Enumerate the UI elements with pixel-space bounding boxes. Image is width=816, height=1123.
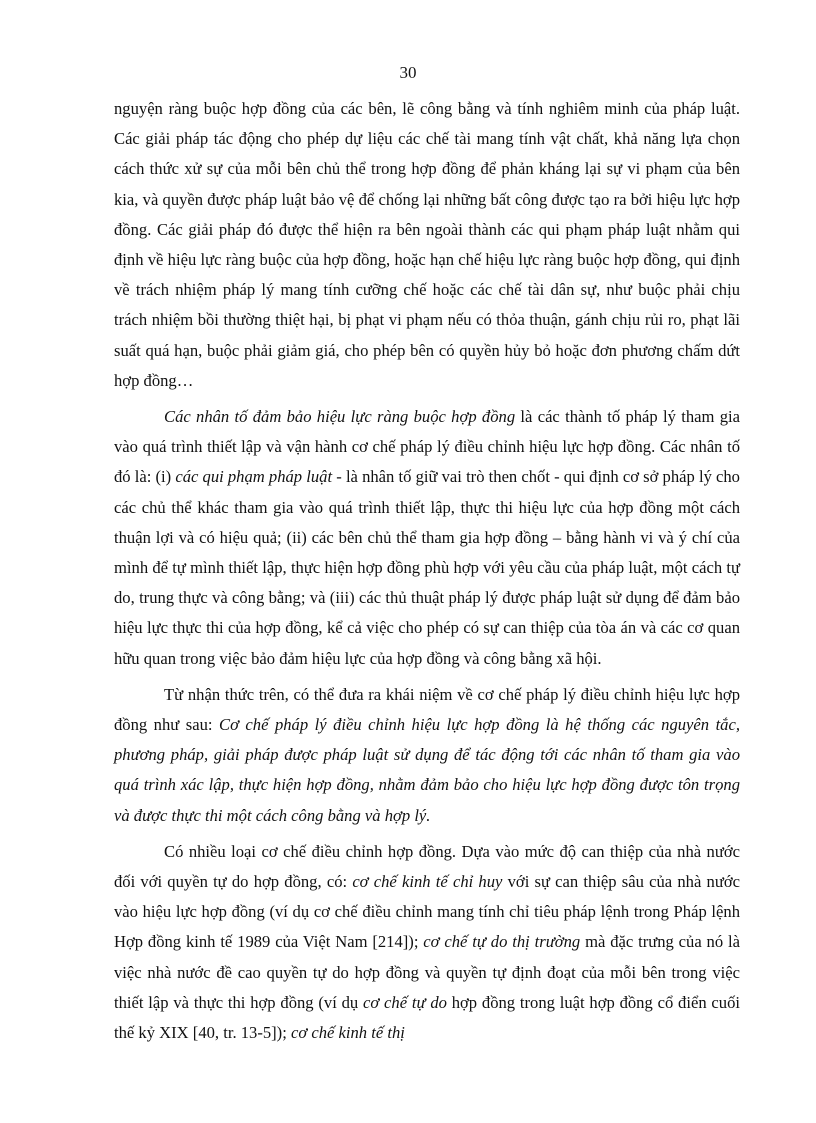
paragraph-2-text-a: là các thành tố pháp lý tham gia vào quá trình thiết lập và vận hành cơ chế pháp lý điều chỉnh hiệu lực hợp đồng. Các nhân tố đó là: (i) — [114, 407, 740, 487]
body-text — [114, 94, 740, 1048]
paragraph-4-text-d: hợp đồng trong luật hợp đồng cổ điển cuối thế kỷ XIX [40, tr. 13-5]); — [114, 992, 740, 1043]
paragraph-4-italic-1: cơ chế kinh tế chỉ huy — [352, 872, 503, 892]
paragraph-2-italic-mid: các qui phạm pháp luật — [175, 467, 333, 487]
paragraph-3 — [114, 680, 740, 831]
paragraph-4-text-a: Có nhiều loại cơ chế điều chỉnh hợp đồng. Dựa vào mức độ can thiệp của nhà nước đối với quyền tự do hợp đồng, có: — [114, 841, 740, 892]
paragraph-4 — [114, 837, 740, 1048]
page-number: 30 — [399, 63, 417, 82]
paragraph-1 — [114, 94, 740, 396]
paragraph-1-text: nguyện ràng buộc hợp đồng của các bên, lẽ công bằng và tính nghiêm minh của pháp luật. Các giải pháp tác động cho phép dự liệu các chế tài mang tính vật chất, khả năng lựa chọn cách thức xử sự của mỗi bên chủ thể trong hợp đồng để phản kháng lại sự vi phạm của bên kia, và quyền được pháp luật bảo vệ để chống lại những bất công được tạo ra bởi hiệu lực hợp đồng. Các giải pháp đó được thể hiện ra bên ngoài thành các qui phạm pháp luật nhằm qui định về hiệu lực ràng buộc của hợp đồng, hoặc hạn chế hiệu lực ràng buộc hợp đồng, qui định về trách nhiệm pháp lý mang tính cưỡng chế hoặc các chế tài dân sự, như buộc phải chịu trách nhiệm bồi thường thiệt hại, bị phạt vi phạm nếu có thỏa thuận, gánh chịu rủi ro, phạt lãi suất quá hạn, buộc phải giảm giá, cho phép bên có quyền hủy bỏ hoặc đơn phương chấm dứt hợp đồng… — [114, 99, 740, 390]
paragraph-4-text-c: mà đặc trưng của nó là việc nhà nước đề cao quyền tự do hợp đồng và quyền tự định đoạt của mỗi bên trong việc thiết lập và thực thi hợp đồng (ví dụ — [114, 932, 740, 1012]
paragraph-2-italic-lead: Các nhân tố đảm bảo hiệu lực ràng buộc hợp đồng — [164, 407, 516, 427]
paragraph-4-italic-4: cơ chế kinh tế thị — [290, 1023, 405, 1043]
paragraph-2-text-b: - là nhân tố giữ vai trò then chốt - qui định cơ sở pháp lý cho các chủ thể khác tham gia vào quá trình thiết lập, thực thi hiệu lực của hợp đồng một cách thuận lợi và có hiệu quả; (ii) các bên chủ thể tham gia hợp đồng – bằng hành vi và ý chí của mình để tự mình thiết lập, thực hiện hợp đồng phù hợp với yêu cầu của pháp luật, một cách tự do, trung thực và công bằng; và (iii) các thủ thuật pháp lý được pháp luật sử dụng để đảm bảo hiệu lực thực thi của hợp đồng, kể cả việc cho phép có sự can thiệp của tòa án và các cơ quan hữu quan trong việc bảo đảm hiệu lực của hợp đồng và công bằng xã hội. — [114, 467, 740, 668]
paragraph-2 — [114, 402, 740, 674]
paragraph-3-text-a: Từ nhận thức trên, có thể đưa ra khái niệm về cơ chế pháp lý điều chỉnh hiệu lực hợp đồng như sau: — [114, 684, 740, 735]
paragraph-3-definition: Cơ chế pháp lý điều chỉnh hiệu lực hợp đồng là hệ thống các nguyên tắc, phương pháp, giải pháp được pháp luật sử dụng để tác động tới các nhân tố tham gia vào quá trình xác lập, thực hiện hợp đồng, nhằm đảm bảo cho hiệu lực hợp đồng được tôn trọng và được thực thi một cách công bằng và hợp lý. — [114, 715, 740, 825]
paragraph-4-italic-2: cơ chế tự do thị trường — [423, 932, 581, 952]
paragraph-4-text-b: với sự can thiệp sâu của nhà nước vào hiệu lực hợp đồng (ví dụ cơ chế điều chỉnh mang tính chỉ tiêu pháp lệnh trong Pháp lệnh Hợp đồng kinh tế 1989 của Việt Nam [214]); — [114, 872, 740, 952]
paragraph-4-italic-3: cơ chế tự do — [363, 992, 447, 1012]
